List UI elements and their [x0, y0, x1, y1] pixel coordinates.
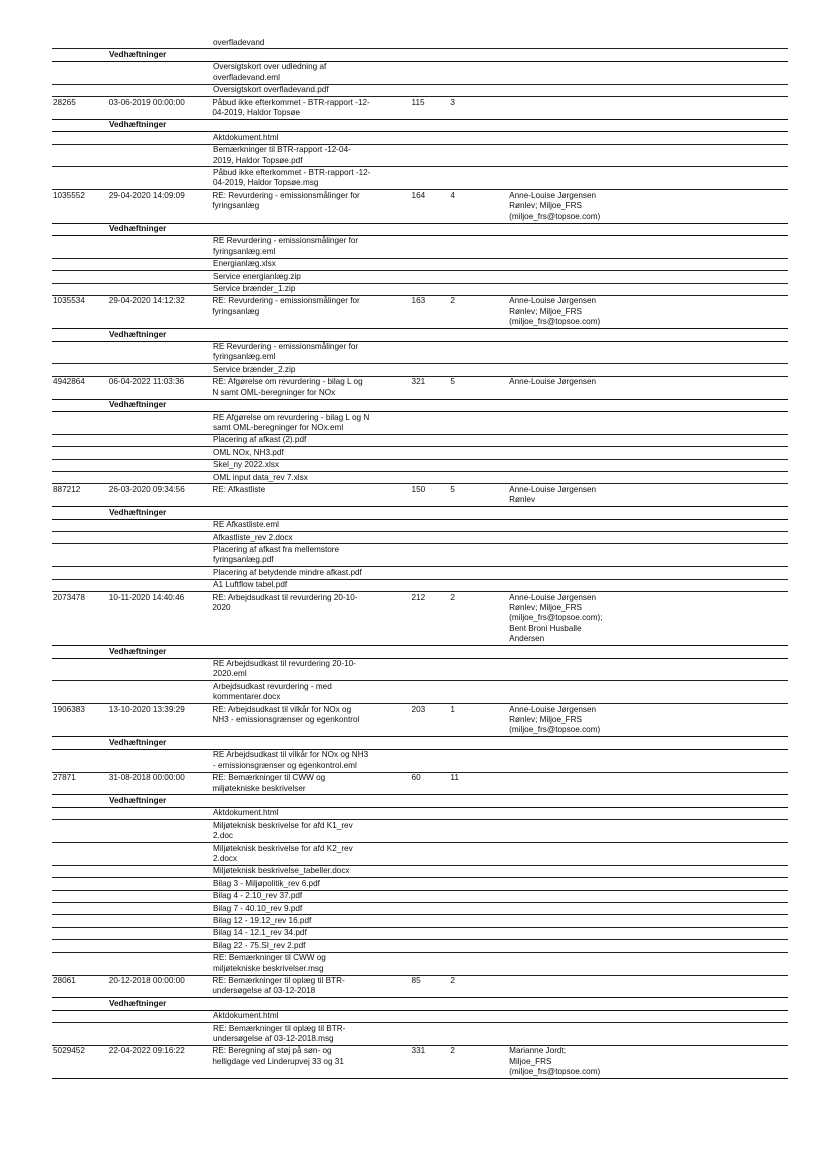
doc-date: 31-08-2018 00:00:00: [108, 773, 185, 783]
empty-cell: [109, 580, 213, 591]
attachment-row: [52, 447, 788, 459]
empty-cell: [109, 435, 213, 446]
attachment-row: [52, 750, 788, 773]
doc-date: 20-12-2018 00:00:00: [108, 976, 185, 985]
empty-cell: [52, 940, 109, 951]
document-row: [52, 97, 788, 120]
doc-sender: Anne-Louise Jørgensen Rønlev; Miljoe_FRS (miljoe_frs@topsoe.com): [509, 704, 601, 735]
attachment-row: [52, 236, 788, 259]
attachment-name: Oversigtskort over udledning af overfladevand.eml: [213, 62, 327, 82]
empty-cell: [52, 737, 109, 748]
empty-cell: [52, 412, 109, 434]
doc-date: 06-04-2022 11:03:36: [108, 377, 185, 387]
attachment-row: [52, 132, 788, 144]
attachments-label: Vedhæftninger: [109, 224, 167, 233]
empty-cell: [109, 808, 213, 819]
attachment-name: Skel_ny 2022.xlsx: [213, 460, 279, 470]
doc-sender: Anne-Louise Jørgensen Rønlev: [509, 484, 597, 505]
document-row: [52, 976, 788, 999]
attachment-name: overfladevand: [213, 37, 265, 47]
attachment-row: [52, 903, 788, 915]
document-row: [52, 296, 788, 329]
empty-cell: [52, 37, 109, 48]
empty-cell: [52, 532, 109, 543]
empty-cell: [109, 62, 213, 84]
attachment-name: Aktdokument.html: [213, 1011, 279, 1021]
doc-sender: Anne-Louise Jørgensen Rønlev; Miljoe_FRS (miljoe_frs@topsoe.com): [509, 190, 601, 221]
doc-title: RE: Arbejdsudkast til vilkår for NOx og NH3 - emissionsgrænser og egenkontrol: [212, 704, 360, 725]
attachments-label: Vedhæftninger: [109, 329, 167, 339]
document-table: [52, 37, 788, 1079]
doc-date: 13-10-2020 13:39:29: [108, 704, 185, 714]
empty-cell: [109, 259, 213, 270]
attachments-header-row: [52, 49, 788, 61]
attachment-name: RE Afkastliste.eml: [213, 520, 279, 530]
attachments-label: Vedhæftninger: [109, 646, 167, 656]
empty-cell: [52, 62, 109, 84]
attachment-row: [52, 544, 788, 567]
empty-cell: [109, 915, 213, 926]
attachments-header-row: [52, 224, 788, 236]
attachment-row: [52, 866, 788, 878]
doc-title: RE: Arbejdsudkast til revurdering 20-10- 2020: [212, 592, 358, 612]
attachment-name: Aktdokument.html: [213, 808, 279, 818]
attachment-name: Bilag 14 - 12.1_rev 34.pdf: [213, 928, 307, 938]
attachment-row: [52, 435, 788, 447]
attachment-row: [52, 364, 788, 376]
empty-cell: [52, 681, 109, 703]
empty-cell: [109, 928, 213, 939]
attachment-row: [52, 820, 788, 843]
empty-cell: [52, 132, 109, 143]
empty-cell: [109, 520, 213, 531]
empty-cell: [52, 928, 109, 939]
doc-attachment-count: 4: [450, 190, 455, 200]
doc-attachment-count: 1: [450, 704, 455, 714]
attachment-name: Service brænder_1.zip: [213, 284, 296, 294]
empty-cell: [109, 820, 213, 842]
attachment-name: RE: Bemærkninger til CWW og miljøtekniske beskrivelser.msg: [213, 953, 326, 973]
attachment-name: RE Arbejdsudkast til revurdering 20-10- 2020.eml: [213, 659, 356, 679]
doc-title: RE: Revurdering - emissionsmålinger for fyringsanlæg: [212, 190, 360, 211]
doc-pages: 203: [411, 704, 426, 714]
attachment-row: [52, 580, 788, 592]
empty-cell: [52, 878, 109, 889]
doc-id: 2073478: [53, 592, 85, 602]
empty-cell: [52, 953, 109, 975]
attachments-header-row: [52, 120, 788, 132]
attachments-header-row: [52, 795, 788, 807]
attachment-name: Service energianlæg.zip: [213, 271, 301, 281]
empty-cell: [52, 1011, 109, 1022]
doc-id: 1035534: [53, 296, 85, 306]
empty-cell: [52, 145, 109, 167]
attachment-name: Afkastliste_rev 2.docx: [213, 532, 293, 542]
doc-pages: 150: [411, 484, 426, 494]
empty-cell: [52, 224, 109, 235]
empty-cell: [52, 236, 109, 258]
attachment-name: Påbud ikke efterkommet - BTR-rapport -12- 04-2019, Haldor Topsøe.msg: [213, 167, 371, 188]
doc-title: RE: Bemærkninger til oplæg til BTR- undersøgelse af 03-12-2018: [212, 976, 345, 996]
empty-cell: [109, 132, 213, 143]
doc-attachment-count: 2: [450, 592, 455, 602]
attachment-row: [52, 460, 788, 472]
attachment-name: A1 Luftflow tabel.pdf: [213, 580, 288, 590]
document-row: [52, 592, 788, 646]
attachment-row: [52, 953, 788, 976]
empty-cell: [109, 85, 213, 96]
empty-cell: [52, 866, 109, 877]
attachment-row: [52, 167, 788, 190]
attachment-row: [52, 271, 788, 283]
doc-id: 28265: [53, 97, 76, 107]
attachment-row: [52, 520, 788, 532]
empty-cell: [52, 646, 109, 657]
attachment-name: Placering af afkast (2).pdf: [213, 435, 307, 445]
attachments-label: Vedhæftninger: [109, 737, 167, 747]
attachment-row: [52, 681, 788, 704]
empty-cell: [109, 284, 213, 295]
doc-sender: Anne-Louise Jørgensen Rønlev; Miljoe_FRS (miljoe_frs@topsoe.com): [509, 296, 601, 327]
attachment-row: [52, 37, 788, 49]
doc-id: 27871: [53, 773, 76, 783]
empty-cell: [52, 567, 109, 578]
doc-id: 28061: [53, 976, 76, 985]
empty-cell: [109, 891, 213, 902]
doc-date: 29-04-2020 14:12:32: [108, 296, 185, 306]
attachment-name: Bemærkninger til BTR-rapport -12-04- 2019, Haldor Topsøe.pdf: [213, 145, 351, 165]
empty-cell: [52, 167, 109, 189]
doc-title: RE: Beregning af støj på søn- og helligdage ved Linderupvej 33 og 31: [212, 1046, 344, 1066]
empty-cell: [52, 659, 109, 681]
attachment-name: OML input data_rev 7.xlsx: [213, 472, 308, 482]
doc-pages: 321: [411, 377, 426, 387]
empty-cell: [52, 400, 109, 411]
doc-attachment-count: 2: [450, 976, 455, 985]
attachments-label: Vedhæftninger: [109, 120, 167, 130]
attachment-row: [52, 412, 788, 435]
attachment-name: Bilag 4 - 2.10_rev 37.pdf: [213, 891, 303, 901]
attachment-name: RE Afgørelse om revurdering - bilag L og N samt OML-beregninger for NOx.eml: [213, 412, 370, 432]
empty-cell: [52, 284, 109, 295]
attachment-name: OML NOx, NH3.pdf: [213, 447, 284, 457]
attachments-label: Vedhæftninger: [109, 400, 167, 410]
empty-cell: [109, 472, 213, 483]
empty-cell: [109, 878, 213, 889]
empty-cell: [52, 915, 109, 926]
empty-cell: [109, 940, 213, 951]
doc-title: RE: Bemærkninger til CWW og miljøtekniske beskrivelser: [212, 773, 326, 793]
empty-cell: [52, 507, 109, 518]
empty-cell: [52, 1023, 109, 1045]
doc-attachment-count: 2: [450, 296, 455, 306]
empty-cell: [52, 271, 109, 282]
doc-pages: 85: [411, 976, 421, 985]
empty-cell: [109, 37, 213, 48]
document-row: [52, 1046, 788, 1079]
attachment-name: Aktdokument.html: [213, 132, 279, 142]
attachment-row: [52, 284, 788, 296]
attachments-header-row: [52, 646, 788, 658]
attachment-name: Placering af betydende mindre afkast.pdf: [213, 567, 362, 577]
doc-pages: 163: [411, 296, 426, 306]
attachment-name: Placering af afkast fra mellemstore fyringsanlæg.pdf: [213, 544, 340, 565]
doc-id: 1906383: [53, 704, 85, 714]
empty-cell: [109, 167, 213, 189]
attachment-name: Bilag 3 - Miljøpolitik_rev 6.pdf: [213, 878, 320, 888]
empty-cell: [52, 891, 109, 902]
attachment-name: Bilag 22 - 75.SI_rev 2.pdf: [213, 940, 306, 950]
empty-cell: [109, 544, 213, 566]
empty-cell: [109, 447, 213, 458]
empty-cell: [52, 903, 109, 914]
document-row: [52, 377, 788, 400]
doc-sender: [509, 976, 788, 998]
doc-date: 10-11-2020 14:40:46: [108, 592, 185, 602]
attachment-row: [52, 62, 788, 85]
attachment-row: [52, 1011, 788, 1023]
attachment-name: Bilag 12 - 19.12_rev 16.pdf: [213, 915, 312, 925]
attachment-name: RE Revurdering - emissionsmålinger for fyringsanlæg.eml: [213, 342, 359, 362]
empty-cell: [109, 145, 213, 167]
empty-cell: [109, 532, 213, 543]
empty-cell: [109, 271, 213, 282]
doc-title: RE: Revurdering - emissionsmålinger for fyringsanlæg: [212, 296, 360, 316]
document-row: [52, 704, 788, 737]
doc-date: 03-06-2019 00:00:00: [108, 97, 185, 107]
empty-cell: [52, 472, 109, 483]
empty-cell: [109, 342, 213, 364]
attachment-row: [52, 878, 788, 890]
attachments-header-row: [52, 737, 788, 749]
attachment-row: [52, 259, 788, 271]
doc-title: RE: Afkastliste: [212, 484, 266, 494]
attachments-label: Vedhæftninger: [109, 507, 167, 517]
empty-cell: [109, 1011, 213, 1022]
attachments-label: Vedhæftninger: [109, 998, 167, 1008]
attachment-name: Bilag 7 - 40.10_rev 9.pdf: [213, 903, 303, 913]
attachment-row: [52, 940, 788, 952]
empty-cell: [52, 808, 109, 819]
doc-attachment-count: 11: [450, 773, 459, 783]
doc-attachment-count: 3: [450, 97, 455, 107]
attachment-row: [52, 843, 788, 866]
doc-sender: [509, 773, 788, 795]
attachment-name: RE Revurdering - emissionsmålinger for fyringsanlæg.eml: [213, 236, 359, 256]
empty-cell: [109, 1023, 213, 1045]
empty-cell: [52, 259, 109, 270]
empty-cell: [109, 412, 213, 434]
document-row: [52, 190, 788, 223]
attachment-row: [52, 659, 788, 682]
doc-title: Påbud ikke efterkommet - BTR-rapport -12- 04-2019, Haldor Topsøe: [212, 97, 370, 117]
empty-cell: [52, 820, 109, 842]
doc-id: 887212: [53, 484, 81, 494]
empty-cell: [109, 866, 213, 877]
attachments-header-row: [52, 507, 788, 519]
doc-date: 29-04-2020 14:09:09: [108, 190, 185, 200]
empty-cell: [52, 364, 109, 375]
attachment-row: [52, 567, 788, 579]
doc-date: 22-04-2022 09:16:22: [108, 1046, 185, 1056]
doc-sender: Marianne Jordt; Miljoe_FRS (miljoe_frs@topsoe.com): [509, 1046, 601, 1077]
doc-pages: 212: [411, 592, 426, 602]
empty-cell: [52, 329, 109, 340]
document-row: [52, 773, 788, 796]
empty-cell: [52, 342, 109, 364]
attachment-row: [52, 915, 788, 927]
attachment-row: [52, 808, 788, 820]
doc-pages: 164: [411, 190, 426, 200]
attachments-header-row: [52, 329, 788, 341]
document-row: [52, 484, 788, 507]
empty-cell: [52, 49, 109, 60]
attachment-name: Miljøteknisk beskrivelse for afd K1_rev 2.doc: [213, 820, 353, 841]
attachment-row: [52, 85, 788, 97]
doc-attachment-count: 5: [450, 377, 455, 387]
attachment-row: [52, 145, 788, 168]
doc-sender: Anne-Louise Jørgensen: [509, 377, 597, 387]
doc-pages: 331: [411, 1046, 426, 1056]
attachments-header-row: [52, 400, 788, 412]
empty-cell: [109, 750, 213, 772]
attachment-row: [52, 342, 788, 365]
doc-pages: 60: [411, 773, 421, 783]
doc-id: 4942864: [53, 377, 85, 387]
doc-sender: [509, 97, 788, 119]
doc-attachment-count: 2: [450, 1046, 455, 1056]
attachment-row: [52, 532, 788, 544]
empty-cell: [109, 903, 213, 914]
attachment-name: Miljøteknisk beskrivelse for afd K2_rev 2.docx: [213, 843, 353, 863]
doc-id: 5029452: [53, 1046, 85, 1056]
empty-cell: [52, 795, 109, 806]
attachment-name: Arbejdsudkast revurdering - med kommentarer.docx: [213, 681, 332, 702]
empty-cell: [109, 953, 213, 975]
empty-cell: [109, 364, 213, 375]
attachment-name: Service brænder_2.zip: [213, 364, 296, 374]
empty-cell: [109, 659, 213, 681]
empty-cell: [52, 435, 109, 446]
attachments-header-row: [52, 998, 788, 1010]
empty-cell: [52, 998, 109, 1009]
doc-attachment-count: 5: [450, 484, 455, 494]
doc-pages: 115: [411, 97, 425, 107]
empty-cell: [52, 843, 109, 865]
attachment-row: [52, 891, 788, 903]
empty-cell: [52, 85, 109, 96]
attachment-row: [52, 928, 788, 940]
attachment-row: [52, 472, 788, 484]
empty-cell: [109, 567, 213, 578]
empty-cell: [109, 681, 213, 703]
empty-cell: [52, 750, 109, 772]
doc-title: RE: Afgørelse om revurdering - bilag L og N samt OML-beregninger for NOx: [212, 377, 363, 397]
empty-cell: [109, 460, 213, 471]
empty-cell: [52, 120, 109, 131]
empty-cell: [52, 580, 109, 591]
doc-date: 26-03-2020 09:34:56: [108, 484, 185, 494]
empty-cell: [52, 460, 109, 471]
attachment-row: [52, 1023, 788, 1046]
doc-sender: Anne-Louise Jørgensen Rønlev; Miljoe_FRS (miljoe_frs@topsoe.com); Bent Broni Husballe Andersen: [509, 592, 603, 644]
empty-cell: [109, 843, 213, 865]
empty-cell: [109, 236, 213, 258]
doc-id: 1035552: [53, 190, 85, 200]
empty-cell: [52, 544, 109, 566]
attachment-name: RE: Bemærkninger til oplæg til BTR- undersøgelse af 03-12-2018.msg: [213, 1023, 346, 1044]
attachment-name: Energianlæg.xlsx: [213, 259, 276, 269]
empty-cell: [52, 520, 109, 531]
attachment-name: Oversigtskort overfladevand.pdf: [213, 85, 329, 95]
attachments-label: Vedhæftninger: [109, 49, 167, 59]
empty-cell: [52, 447, 109, 458]
attachments-label: Vedhæftninger: [109, 795, 167, 805]
attachment-name: RE Arbejdsudkast til vilkår for NOx og NH3 - emissionsgrænser og egenkontrol.eml: [213, 750, 369, 770]
attachment-name: Miljøteknisk beskrivelse_tabeller.docx: [213, 866, 350, 876]
